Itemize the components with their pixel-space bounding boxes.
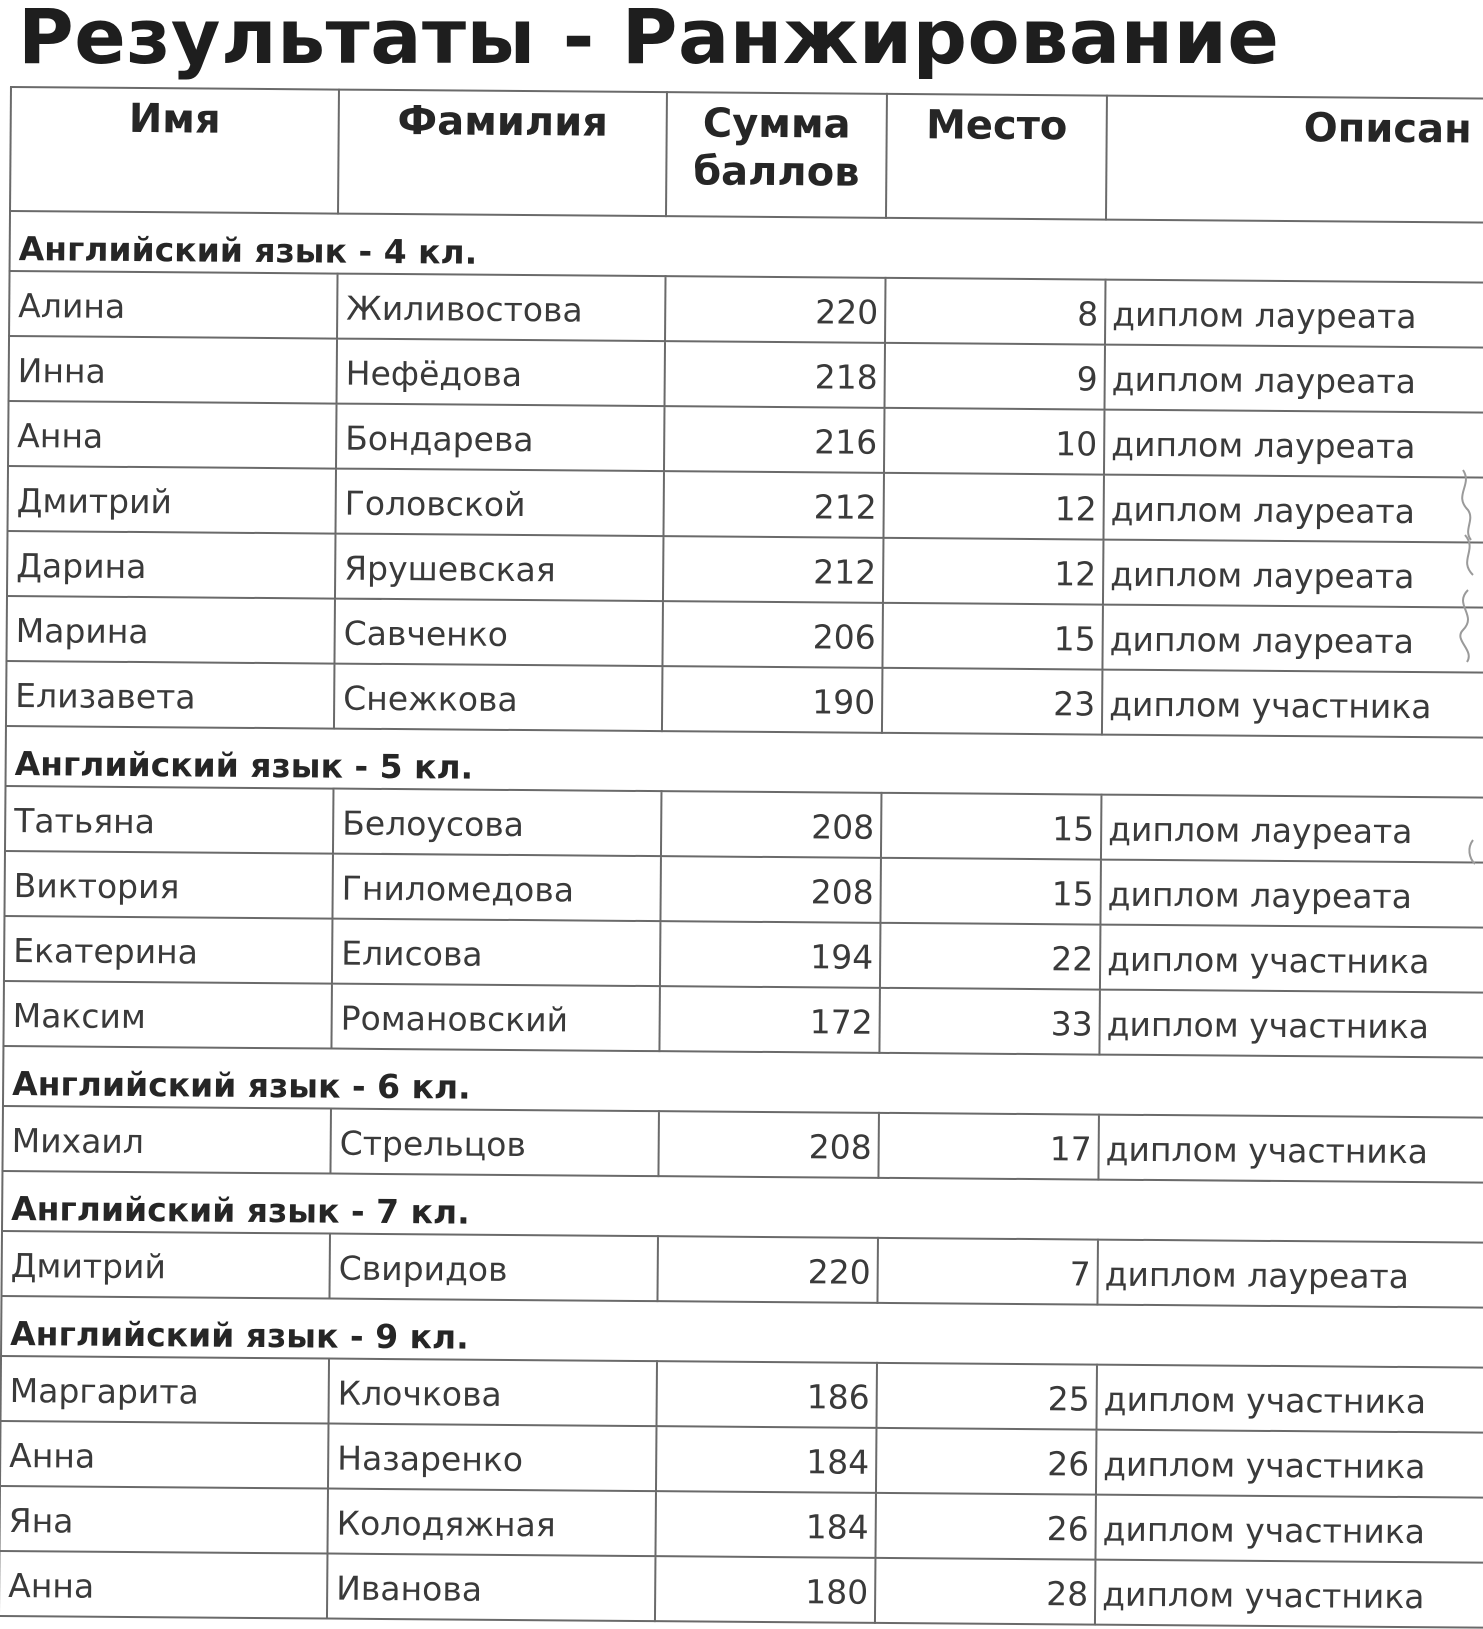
first-name-cell: Анна	[0, 1421, 329, 1489]
place-cell: 8	[885, 278, 1106, 345]
description-cell: диплом участника	[1099, 990, 1483, 1058]
score-cell: 190	[662, 666, 883, 733]
table-row	[0, 1486, 1483, 1563]
table-row	[4, 916, 1483, 993]
column-header-score	[666, 92, 887, 218]
place-cell: 22	[880, 923, 1101, 990]
place-cell: 17	[878, 1113, 1099, 1180]
description-cell: диплом лауреата	[1104, 410, 1483, 478]
group-title: Английский язык - 7 кл.	[2, 1171, 1483, 1243]
column-header-description: Описан	[1106, 96, 1483, 223]
first-name-cell: Анна	[8, 401, 337, 469]
description-cell: диплом лауреата	[1100, 860, 1483, 928]
column-header-first-name: Имя	[10, 87, 339, 214]
table-row	[8, 466, 1483, 543]
last-name-cell: Иванова	[327, 1554, 656, 1622]
score-cell: 208	[661, 791, 882, 858]
place-cell: 12	[883, 473, 1104, 540]
table-body	[0, 211, 1483, 1628]
score-cell: 184	[655, 1491, 876, 1558]
column-header-score-line1: Сумма	[702, 100, 851, 148]
results-table	[0, 86, 1483, 1629]
table-row	[0, 1551, 1483, 1628]
place-cell: 25	[876, 1363, 1097, 1430]
description-cell: диплом лауреата	[1097, 1240, 1483, 1308]
group-title: Английский язык - 6 кл.	[3, 1046, 1483, 1118]
table-row	[3, 981, 1483, 1058]
column-header-score-line2: баллов	[693, 148, 860, 196]
table-row	[4, 851, 1483, 928]
score-cell: 220	[657, 1236, 878, 1303]
table-row	[9, 336, 1483, 413]
score-cell: 172	[659, 986, 880, 1053]
first-name-cell: Михаил	[2, 1106, 331, 1174]
place-cell: 7	[877, 1238, 1098, 1305]
last-name-cell: Назаренко	[328, 1424, 657, 1492]
last-name-cell: Гниломедова	[332, 854, 661, 922]
last-name-cell: Головской	[335, 469, 664, 537]
last-name-cell: Савченко	[334, 599, 663, 667]
table-row	[6, 596, 1483, 673]
group-title: Английский язык - 9 кл.	[1, 1296, 1483, 1368]
first-name-cell: Яна	[0, 1486, 328, 1554]
last-name-cell: Нефёдова	[337, 339, 666, 407]
table-row	[5, 786, 1483, 863]
last-name-cell: Жиливостова	[337, 274, 666, 342]
column-header-place: Место	[886, 94, 1107, 220]
place-cell: 15	[881, 793, 1102, 860]
description-cell: диплом лауреата	[1103, 540, 1483, 608]
column-header-last-name: Фамилия	[338, 90, 667, 217]
first-name-cell: Татьяна	[5, 786, 334, 854]
first-name-cell: Инна	[9, 336, 338, 404]
place-cell: 23	[882, 668, 1103, 735]
place-cell: 15	[882, 603, 1103, 670]
last-name-cell: Снежкова	[334, 664, 663, 732]
first-name-cell: Максим	[3, 981, 332, 1049]
group-title: Английский язык - 5 кл.	[6, 726, 1483, 798]
first-name-cell: Маргарита	[1, 1356, 330, 1424]
place-cell: 12	[883, 538, 1104, 605]
first-name-cell: Дмитрий	[8, 466, 337, 534]
description-cell: диплом участника	[1096, 1430, 1483, 1498]
description-cell: диплом участника	[1095, 1560, 1483, 1628]
description-cell: диплом участника	[1095, 1495, 1483, 1563]
score-cell: 208	[660, 856, 881, 923]
description-cell: диплом участника	[1100, 925, 1483, 993]
score-cell: 220	[665, 276, 886, 343]
score-cell: 212	[663, 471, 884, 538]
description-cell: диплом лауреата	[1102, 605, 1483, 673]
score-cell: 212	[663, 536, 884, 603]
place-cell: 28	[875, 1558, 1096, 1625]
last-name-cell: Елисова	[332, 919, 661, 987]
description-cell: диплом лауреата	[1101, 795, 1483, 863]
group-title: Английский язык - 4 кл.	[10, 211, 1483, 283]
handwritten-margin-marks	[1423, 440, 1483, 880]
score-cell: 180	[655, 1556, 876, 1623]
last-name-cell: Клочкова	[329, 1359, 658, 1427]
description-cell: диплом лауреата	[1105, 280, 1483, 348]
last-name-cell: Белоусова	[333, 789, 662, 857]
table-row	[1, 1231, 1483, 1308]
score-cell: 194	[660, 921, 881, 988]
table-row	[1, 1356, 1483, 1433]
description-cell: диплом участника	[1096, 1365, 1483, 1433]
table-row	[6, 661, 1483, 738]
header-row	[10, 87, 1483, 223]
score-cell: 186	[656, 1361, 877, 1428]
table-row	[8, 401, 1483, 478]
first-name-cell: Марина	[6, 596, 335, 664]
first-name-cell: Анна	[0, 1551, 327, 1619]
description-cell: диплом участника	[1098, 1115, 1483, 1183]
last-name-cell: Стрельцов	[330, 1109, 659, 1177]
place-cell: 10	[884, 408, 1105, 475]
description-cell: диплом лауреата	[1103, 475, 1483, 543]
place-cell: 15	[880, 858, 1101, 925]
first-name-cell: Екатерина	[4, 916, 333, 984]
last-name-cell: Колодяжная	[327, 1489, 656, 1557]
score-cell: 206	[662, 601, 883, 668]
score-cell: 208	[658, 1111, 879, 1178]
place-cell: 9	[884, 343, 1105, 410]
last-name-cell: Ярушевская	[335, 534, 664, 602]
score-cell: 216	[664, 406, 885, 473]
description-cell: диплом участника	[1102, 670, 1483, 738]
first-name-cell: Алина	[9, 271, 338, 339]
score-cell: 218	[665, 341, 886, 408]
table-row	[7, 531, 1483, 608]
place-cell: 26	[875, 1493, 1096, 1560]
first-name-cell: Елизавета	[6, 661, 335, 729]
score-cell: 184	[656, 1426, 877, 1493]
description-cell: диплом лауреата	[1104, 345, 1483, 413]
first-name-cell: Дмитрий	[1, 1231, 330, 1299]
table-row	[0, 1421, 1483, 1498]
last-name-cell: Свиридов	[329, 1234, 658, 1302]
page-title: Результаты - Ранжирование	[18, 0, 1280, 81]
place-cell: 33	[879, 988, 1100, 1055]
place-cell: 26	[876, 1428, 1097, 1495]
last-name-cell: Бондарева	[336, 404, 665, 472]
table-row	[9, 271, 1483, 348]
table-row	[2, 1106, 1483, 1183]
first-name-cell: Виктория	[4, 851, 333, 919]
first-name-cell: Дарина	[7, 531, 336, 599]
last-name-cell: Романовский	[331, 984, 660, 1052]
